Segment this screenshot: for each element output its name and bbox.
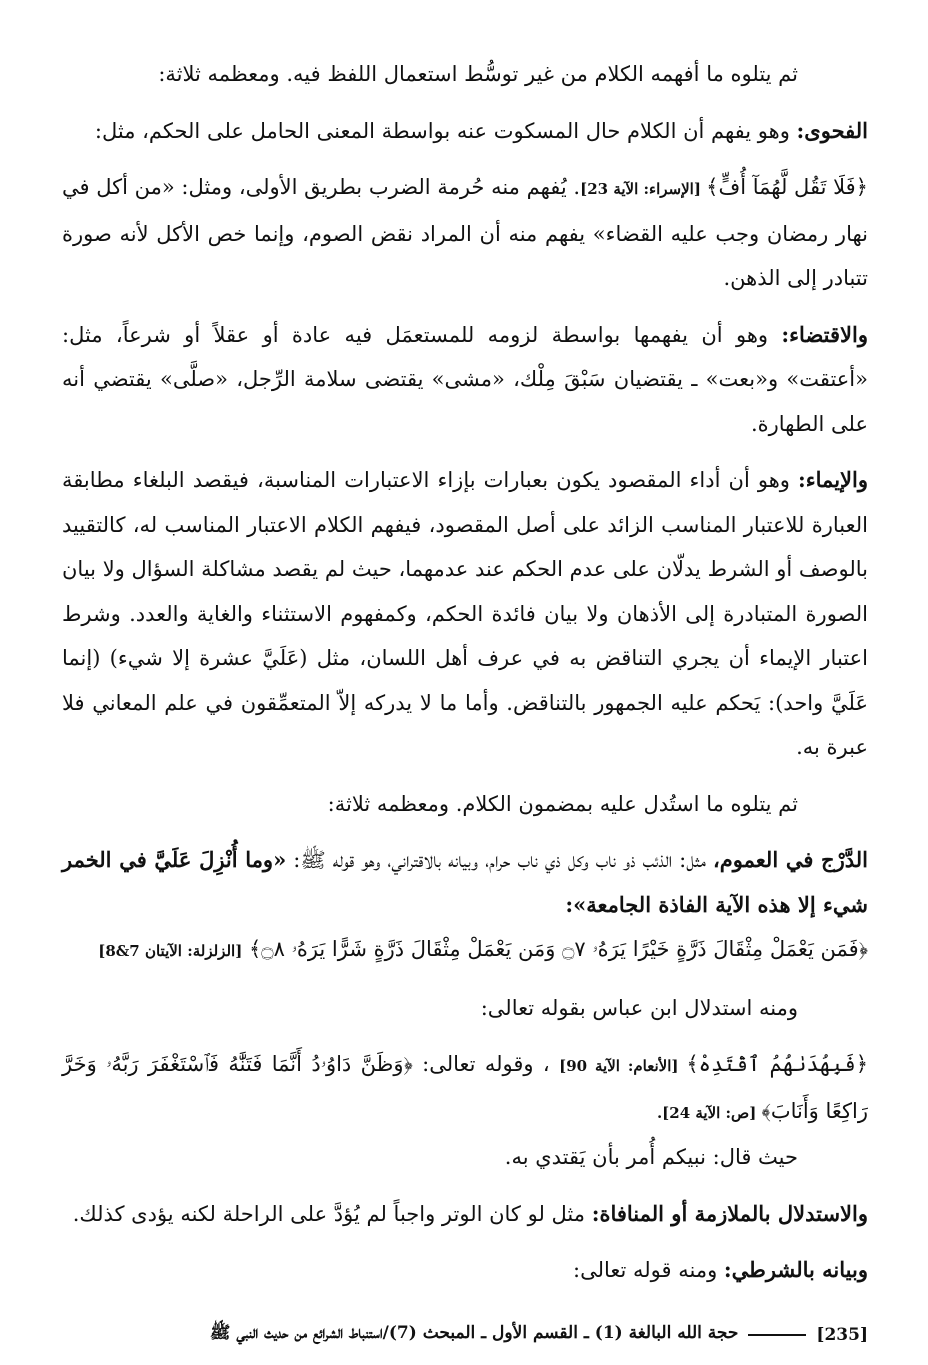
body-text bbox=[62, 52, 868, 1293]
quran-verse: ﴿فَبِهُدَىٰهُمُ ٱقْتَدِهْ﴾ bbox=[686, 1052, 869, 1076]
quran-verse: ﴿فَلَا تَقُل لَّهُمَآ أُفٍّ﴾ bbox=[706, 175, 868, 199]
paragraph-fahwa: الفحوى: وهو يفهم أن الكلام حال المسكوت عنه بواسطة المعنى الحامل على الحكم، مثل: bbox=[94, 117, 868, 143]
paragraph-iqtida: والاقتضاء: وهو أن يفهمها بواسطة لزومه للمستعمَل فيه عادة أو عقلاً أو شرعاً، مثل: «أعتقت» و«بعت» ـ يقتضيان سَبْقَ مِلْك، «مشى» يقتضى سلامة الرِّجل، «صلَّى» يقتضي أنه على الطهارة. bbox=[62, 321, 868, 436]
running-title: حجة الله البالغة (1) ـ القسم الأول ـ المبحث (7)/استنباط الشرائع من حديث النبي ﷺ bbox=[209, 1323, 739, 1343]
page-footer bbox=[62, 1322, 868, 1347]
verse-reference: [ص: الآية 24]. bbox=[656, 1103, 762, 1122]
term-imaa: والإيماء: bbox=[798, 467, 868, 492]
paragraph-shart: وبيانه بالشرطي: ومنه قوله تعالى: bbox=[573, 1257, 868, 1282]
paragraph-darj: الدَّرْج في العموم، مثل: الذئب ذو ناب وكل ذي ناب حرام، وبيانه بالاقتراني، وهو قوله ﷺ: «وما أُنْزِلَ عَلَيَّ في الخمر شيء إلا هذه الآية الفاذة الجامعة»: bbox=[62, 847, 869, 917]
paragraph-verses-iqtida: ﴿فَبِهُدَىٰهُمُ ٱقْتَدِهْ﴾ [الأنعام: الآية 90] ، وقوله تعالى: ﴿وَظَنَّ دَاوُۥدُ أَنَّمَا فَتَنَّٰهُ فَٱسْتَغْفَرَ رَبَّهُۥ وَخَرَّ رَاكِعًا وَأَنَابَ﴾ [ص: الآية 24]. bbox=[62, 1052, 869, 1123]
paragraph-zalzala-verse bbox=[62, 927, 868, 974]
quran-verse: ﴿فَمَن يَعْمَلْ مِثْقَالَ ذَرَّةٍ خَيْرًا يَرَهُۥ ۝٧ وَمَن يَعْمَلْ مِثْقَالَ ذَرَّةٍ شَرًّا يَرَهُۥ ۝٨﴾ bbox=[248, 937, 868, 961]
term-darj: الدَّرْج في العموم، bbox=[713, 847, 869, 872]
term-iqtida: والاقتضاء: bbox=[781, 321, 868, 347]
term-fahwa: الفحوى: bbox=[796, 117, 868, 143]
paragraph-mulazama: والاستدلال بالملازمة أو المنافاة: مثل لو كان الوتر واجباً لم يُؤدَّ على الراحلة لكنه يؤدى كذلك. bbox=[72, 1200, 868, 1226]
paragraph-hayth-qal: حيث قال: نبيكم أُمر بأن يَقتدي به. bbox=[504, 1145, 798, 1169]
hadith-quote: «وما أُنْزِلَ عَلَيَّ في الخمر شيء إلا هذه الآية الفاذة الجامعة»: bbox=[62, 847, 868, 917]
paragraph-ibn-abbas: ومنه استدلال ابن عباس بقوله تعالى: bbox=[480, 995, 798, 1020]
verse-reference: [الزلزلة: الآيتان 7&8] bbox=[98, 942, 243, 960]
paragraph-fahwa-example: ﴿فَلَا تَقُل لَّهُمَآ أُفٍّ﴾ [الإسراء: الآية 23]. يُفهم منه حُرمة الضرب بطريق الأولى، ومثل: «من أكل في نهار رمضان وجب عليه القضاء» يفهم منه أن المراد نقض الصوم، وإنما خص الأكل لأنه صورة تتبادر إلى الذهن. bbox=[62, 175, 868, 290]
paragraph-intro: ثم يتلوه ما أفهمه الكلام من غير توسُّط استعمال اللفظ فيه. ومعظمه ثلاثة: bbox=[158, 62, 798, 86]
paragraph-imaa: والإيماء: وهو أن أداء المقصود يكون بعبارات بإزاء الاعتبارات المناسبة، فيقصد البلغاء مطابقة العبارة للاعتبار المناسب الزائد على أصل المقصود، فيفهم الكلام الاعتبار المناسب له، كالتقييد بالوصف أو الشرط يدلّان على عدم الحكم عند عدمهما، حيث لم يقصد مشاكلة السؤال ولا بيان الصورة المتبادرة إلى الأذهان ولا بيان فائدة الحكم، وكمفهوم الاستثناء والغاية والعدد. وشرط اعتبار الإيماء أن يجري التناقض به في عرف أهل اللسان، مثل (عَلَيَّ عشرة إلا شيء) (إنما عَلَيَّ واحد): يَحكم عليه الجمهور بالتناقض. وأما ما لا يدركه إلاّ المتعمِّقون في علم المعاني فلا عبرة به. bbox=[62, 467, 868, 759]
verse-reference: [الإسراء: الآية 23] bbox=[580, 180, 707, 198]
paragraph-madmun: ثم يتلوه ما استُدل عليه بمضمون الكلام. ومعظمه ثلاثة: bbox=[327, 791, 798, 816]
verse-reference: [الأنعام: الآية 90] bbox=[559, 1057, 687, 1075]
term-mulazama: والاستدلال بالملازمة أو المنافاة: bbox=[591, 1200, 868, 1226]
page-number: [235] bbox=[816, 1324, 868, 1345]
term-shart: وبيانه بالشرطي: bbox=[723, 1257, 868, 1282]
quran-verse: ﴿وَظَنَّ دَاوُۥدُ أَنَّمَا فَتَنَّٰهُ فَٱسْتَغْفَرَ رَبَّهُۥ وَخَرَّ رَاكِعًا وَأَنَابَ﴾ bbox=[62, 1052, 868, 1123]
footer-rule bbox=[748, 1334, 806, 1336]
